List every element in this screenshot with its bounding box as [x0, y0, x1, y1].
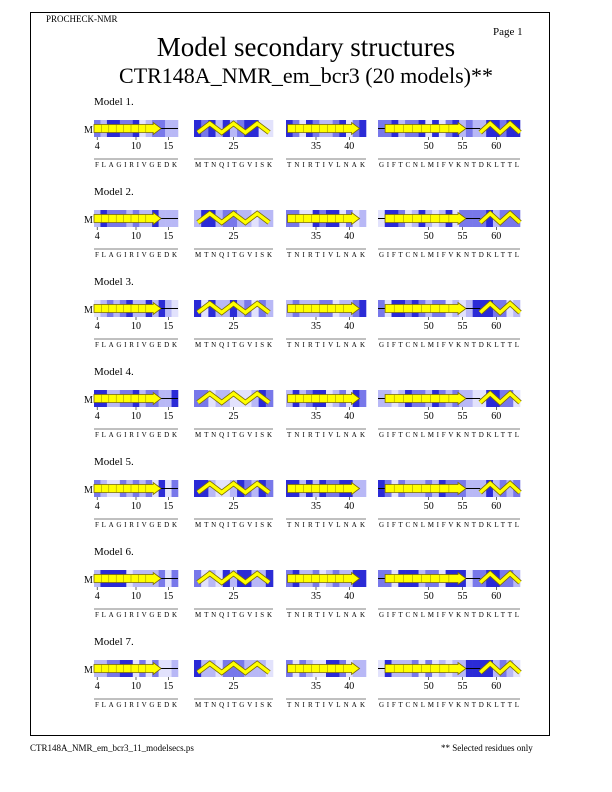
strand-arrow [94, 213, 161, 225]
residue-number: 40 [344, 231, 355, 242]
residue-number: 35 [311, 141, 321, 152]
residue-number: 55 [457, 681, 468, 692]
residue-shade-cell [359, 210, 366, 227]
sequence-text: FLAGIRIVGEDK [95, 251, 177, 259]
model-marker: M [84, 575, 93, 586]
sequence-text: TNIRTIVLNAK [287, 701, 365, 709]
residue-number: 50 [423, 501, 434, 512]
residue-number: 15 [163, 411, 174, 422]
residue-number: 15 [163, 141, 174, 152]
strand-arrow [94, 573, 161, 585]
residue-number: 55 [457, 411, 468, 422]
residue-number: 55 [457, 591, 468, 602]
residue-number: 15 [163, 321, 174, 332]
model-strip-svg [0, 276, 612, 366]
residue-number: 40 [344, 411, 355, 422]
model-marker: M [84, 215, 93, 226]
sequence-text: MTNQITGVISK [195, 701, 272, 709]
residue-number: 50 [423, 321, 434, 332]
model-panel [0, 186, 612, 276]
footer-filename: CTR148A_NMR_em_bcr3_11_modelsecs.ps [30, 743, 194, 753]
sequence-text: TNIRTIVLNAK [287, 161, 365, 169]
page-subtitle: CTR148A_NMR_em_bcr3 (20 models)** [119, 63, 493, 88]
strand-arrow [288, 483, 360, 495]
strand-arrow [94, 483, 161, 495]
strand-arrow [288, 303, 360, 315]
residue-number: 25 [228, 591, 239, 602]
residue-shade-cell [359, 300, 366, 317]
residue-number: 50 [423, 141, 434, 152]
model-strip-svg [0, 546, 612, 636]
residue-number: 15 [163, 681, 174, 692]
residue-number: 60 [491, 231, 502, 242]
residue-shade-cell [359, 570, 366, 587]
strand-arrow [385, 393, 466, 405]
residue-number: 40 [344, 501, 355, 512]
residue-shade-cell [359, 120, 366, 137]
residue-number: 4 [94, 231, 100, 242]
model-label: Model 6. [94, 546, 134, 558]
model-marker: M [84, 395, 93, 406]
sequence-text: TNIRTIVLNAK [287, 611, 365, 619]
model-marker: M [84, 125, 93, 136]
residue-number: 25 [228, 411, 239, 422]
sequence-text: GIFTCNLMIFVKNTDKLTTL [379, 251, 519, 259]
strand-arrow [288, 573, 360, 585]
sequence-text: MTNQITGVISK [195, 431, 272, 439]
residue-number: 40 [344, 591, 355, 602]
strand-arrow [288, 213, 360, 225]
model-strip-svg [0, 636, 612, 726]
residue-number: 4 [94, 321, 100, 332]
residue-number: 15 [163, 501, 174, 512]
sequence-text: GIFTCNLMIFVKNTDKLTTL [379, 611, 519, 619]
strand-arrow [94, 393, 161, 405]
residue-number: 40 [344, 321, 355, 332]
strand-arrow [288, 393, 360, 405]
residue-number: 55 [457, 141, 468, 152]
sequence-text: GIFTCNLMIFVKNTDKLTTL [379, 431, 519, 439]
residue-shade-cell [359, 660, 366, 677]
residue-number: 4 [94, 681, 100, 692]
residue-number: 55 [457, 501, 468, 512]
page-title: Model secondary structures [156, 32, 456, 62]
residue-number: 55 [457, 231, 468, 242]
residue-number: 15 [163, 231, 174, 242]
residue-number: 25 [228, 231, 239, 242]
sequence-text: GIFTCNLMIFVKNTDKLTTL [379, 341, 519, 349]
strand-arrow [288, 123, 360, 135]
residue-number: 35 [311, 321, 321, 332]
residue-number: 10 [131, 231, 141, 242]
residue-shade-cell [359, 390, 366, 407]
model-label: Model 3. [94, 276, 134, 288]
residue-number: 40 [344, 141, 355, 152]
residue-number: 4 [94, 501, 100, 512]
model-panel [0, 546, 612, 636]
model-strip-svg [0, 366, 612, 456]
residue-shade-cell [359, 480, 366, 497]
residue-number: 10 [131, 141, 141, 152]
residue-number: 60 [491, 681, 502, 692]
strand-arrow [385, 213, 466, 225]
sequence-text: MTNQITGVISK [195, 161, 272, 169]
model-panel [0, 366, 612, 456]
residue-number: 25 [228, 501, 239, 512]
sequence-text: FLAGIRIVGEDK [95, 701, 177, 709]
model-label: Model 4. [94, 366, 134, 378]
sequence-text: TNIRTIVLNAK [287, 251, 365, 259]
model-strip-svg [0, 186, 612, 276]
residue-number: 10 [131, 321, 141, 332]
model-label: Model 7. [94, 636, 134, 648]
sequence-text: TNIRTIVLNAK [287, 521, 365, 529]
sequence-text: MTNQITGVISK [195, 611, 272, 619]
residue-number: 60 [491, 411, 502, 422]
sequence-text: MTNQITGVISK [195, 251, 272, 259]
page-number: Page 1 [493, 26, 523, 38]
sequence-text: FLAGIRIVGEDK [95, 341, 177, 349]
strand-arrow [94, 303, 161, 315]
sequence-text: GIFTCNLMIFVKNTDKLTTL [379, 161, 519, 169]
strand-arrow [385, 303, 466, 315]
residue-number: 50 [423, 591, 434, 602]
sequence-text: FLAGIRIVGEDK [95, 161, 177, 169]
strand-arrow [385, 123, 466, 135]
residue-number: 50 [423, 681, 434, 692]
model-panel [0, 636, 612, 726]
model-panel [0, 96, 612, 186]
residue-number: 10 [131, 411, 141, 422]
residue-number: 25 [228, 321, 239, 332]
residue-number: 60 [491, 591, 502, 602]
sequence-text: FLAGIRIVGEDK [95, 521, 177, 529]
model-label: Model 5. [94, 456, 134, 468]
model-panel [0, 276, 612, 366]
residue-number: 25 [228, 681, 239, 692]
model-label: Model 1. [94, 96, 134, 108]
model-strip-svg [0, 456, 612, 546]
residue-number: 4 [94, 411, 100, 422]
residue-number: 60 [491, 321, 502, 332]
sequence-text: MTNQITGVISK [195, 521, 272, 529]
sequence-text: FLAGIRIVGEDK [95, 611, 177, 619]
residue-number: 35 [311, 591, 321, 602]
model-panel [0, 456, 612, 546]
strand-arrow [385, 663, 466, 675]
sequence-text: GIFTCNLMIFVKNTDKLTTL [379, 521, 519, 529]
sequence-text: TNIRTIVLNAK [287, 431, 365, 439]
residue-number: 10 [131, 501, 141, 512]
residue-number: 50 [423, 411, 434, 422]
residue-number: 35 [311, 681, 321, 692]
model-label: Model 2. [94, 186, 134, 198]
model-marker: M [84, 305, 93, 316]
residue-number: 50 [423, 231, 434, 242]
residue-number: 4 [94, 141, 100, 152]
program-name: PROCHECK-NMR [46, 14, 118, 24]
strand-arrow [385, 573, 466, 585]
residue-number: 4 [94, 591, 100, 602]
residue-number: 25 [228, 141, 239, 152]
residue-number: 40 [344, 681, 355, 692]
sequence-text: FLAGIRIVGEDK [95, 431, 177, 439]
sequence-text: GIFTCNLMIFVKNTDKLTTL [379, 701, 519, 709]
residue-number: 35 [311, 231, 321, 242]
residue-number: 15 [163, 591, 174, 602]
residue-number: 35 [311, 411, 321, 422]
strand-arrow [288, 663, 360, 675]
residue-number: 60 [491, 501, 502, 512]
model-strip-svg [0, 96, 612, 186]
residue-number: 10 [131, 591, 141, 602]
residue-number: 35 [311, 501, 321, 512]
strand-arrow [94, 663, 161, 675]
residue-number: 55 [457, 321, 468, 332]
sequence-text: MTNQITGVISK [195, 341, 272, 349]
model-marker: M [84, 665, 93, 676]
strand-arrow [385, 483, 466, 495]
residue-number: 10 [131, 681, 141, 692]
strand-arrow [94, 123, 161, 135]
model-marker: M [84, 485, 93, 496]
sequence-text: TNIRTIVLNAK [287, 341, 365, 349]
residue-number: 60 [491, 141, 502, 152]
footer-note: ** Selected residues only [441, 743, 533, 753]
